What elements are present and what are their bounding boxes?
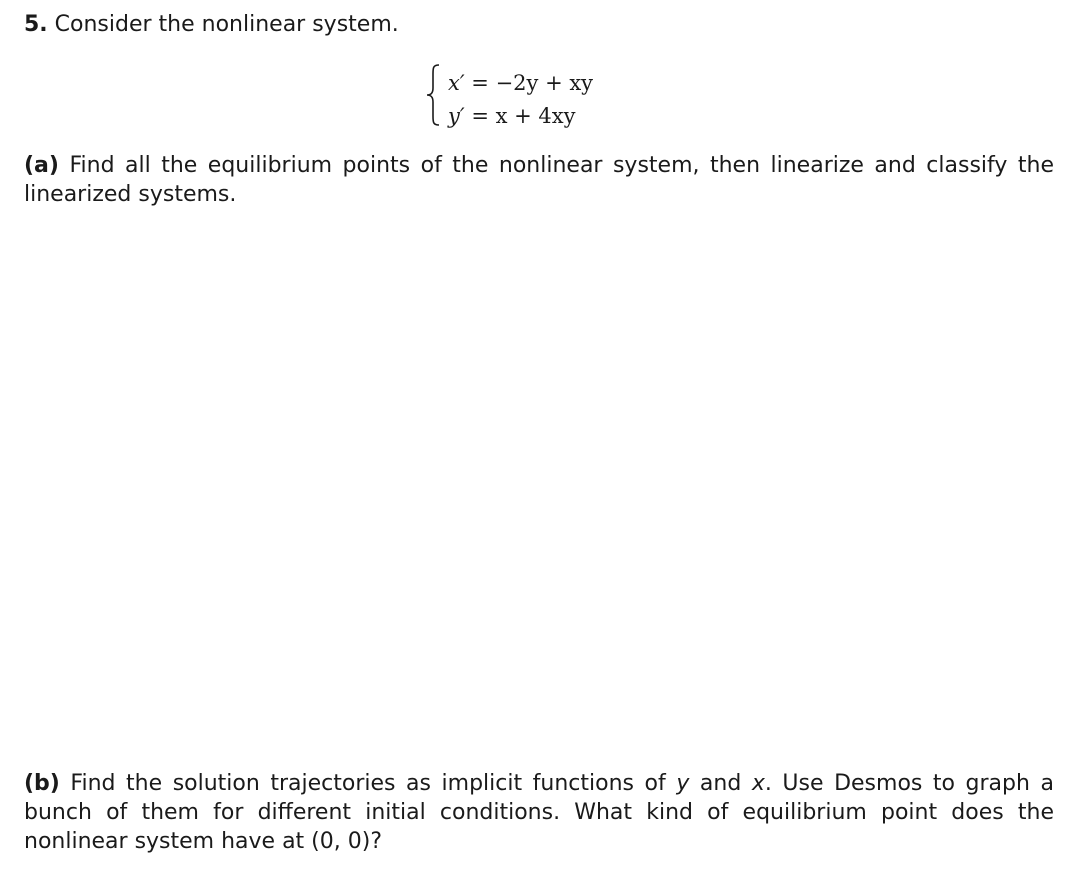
part-b-label: (b) — [24, 771, 60, 796]
part-a-label: (a) — [24, 153, 59, 178]
part-b-text-4: ? — [370, 829, 383, 854]
equation-rhs-y: = x + 4xy — [464, 104, 576, 128]
part-b-var-y: y — [676, 771, 690, 796]
part-b-text-1: Find the solution trajectories as implicit functions of — [59, 771, 677, 796]
part-b-point: (0, 0) — [311, 829, 371, 854]
equation-line-x — [448, 70, 593, 96]
equation-lhs-y: y′ — [448, 104, 465, 128]
left-brace-icon — [426, 64, 440, 126]
part-b-var-x: x — [751, 771, 765, 796]
problem-number: 5. — [24, 12, 48, 37]
equation-rhs-x: = −2y + xy — [464, 71, 594, 95]
part-b-text-3: . Use Desmos to graph a bunch of them for different initial conditions. What kind of equilibrium point does the nonlinear system have at — [24, 771, 1054, 854]
part-a-text: Find all the equilibrium points of the nonlinear system, then linearize and classify the linearized systems. — [24, 153, 1054, 207]
equation-system — [426, 62, 646, 130]
equation-lhs-x: x′ — [448, 71, 465, 95]
problem-heading — [24, 10, 1054, 39]
problem-intro: Consider the nonlinear system. — [47, 12, 399, 37]
part-a-question — [24, 151, 1054, 209]
part-b-text-2: and — [689, 771, 752, 796]
equation-line-y — [448, 103, 575, 129]
part-b-question — [24, 769, 1054, 856]
